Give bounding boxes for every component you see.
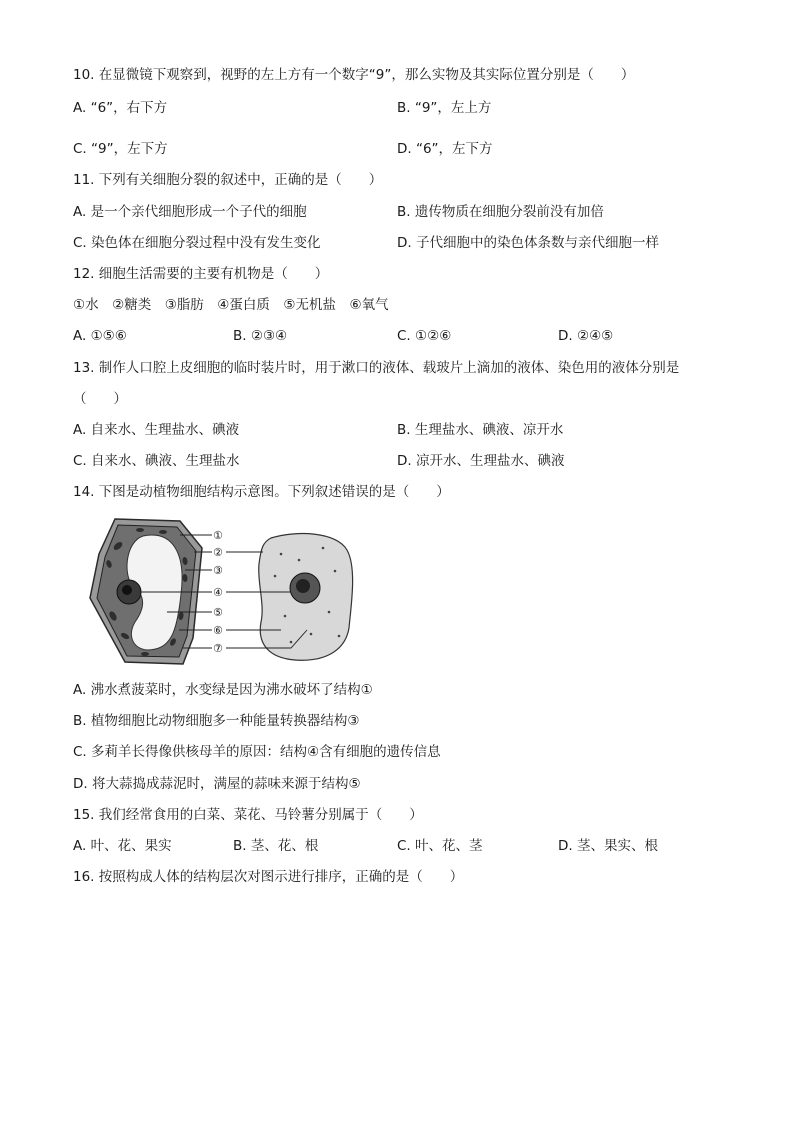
question-11-option-c: C. 染色体在细胞分裂过程中没有发生变化 bbox=[73, 235, 321, 251]
question-12-option-c: C. ①②⑥ bbox=[397, 328, 452, 344]
question-10-option-b: B. “9”，左上方 bbox=[397, 100, 492, 116]
question-14-option-b: B. 植物细胞比动物细胞多一种能量转换器结构③ bbox=[73, 713, 360, 729]
question-11-option-a: A. 是一个亲代细胞形成一个子代的细胞 bbox=[73, 204, 307, 220]
question-10-option-c: C. “9”，左下方 bbox=[73, 141, 168, 157]
cell-structure-diagram bbox=[85, 516, 375, 668]
question-10-option-a: A. “6”，右下方 bbox=[73, 100, 168, 116]
question-13-option-a: A. 自来水、生理盐水、碘液 bbox=[73, 422, 240, 438]
question-10-option-d: D. “6”，左下方 bbox=[397, 141, 493, 157]
question-11-stem: 11. 下列有关细胞分裂的叙述中，正确的是（ ） bbox=[73, 172, 383, 188]
cell-structure-svg bbox=[85, 516, 375, 668]
label-6: ⑥ bbox=[213, 624, 223, 637]
label-3: ③ bbox=[213, 564, 223, 577]
animal-nucleolus bbox=[296, 579, 310, 593]
question-14-option-d: D. 将大蒜捣成蒜泥时，满屋的蒜味来源于结构⑤ bbox=[73, 776, 361, 792]
question-10-stem: 10. 在显微镜下观察到，视野的左上方有一个数字“9”，那么实物及其实际位置分别是（ ） bbox=[73, 67, 635, 83]
question-15-option-c: C. 叶、花、茎 bbox=[397, 838, 483, 854]
question-13-option-d: D. 凉开水、生理盐水、碘液 bbox=[397, 453, 565, 469]
figure-labels bbox=[213, 529, 223, 655]
question-11-option-d: D. 子代细胞中的染色体条数与亲代细胞一样 bbox=[397, 235, 659, 251]
question-11-option-b: B. 遗传物质在细胞分裂前没有加倍 bbox=[397, 204, 604, 220]
question-13-stem-continued: （ ） bbox=[73, 391, 127, 407]
question-12-stem: 12. 细胞生活需要的主要有机物是（ ） bbox=[73, 266, 329, 282]
label-4: ④ bbox=[213, 586, 223, 599]
question-16-stem: 16. 按照构成人体的结构层次对图示进行排序，正确的是（ ） bbox=[73, 869, 464, 885]
question-14-stem: 14. 下图是动植物细胞结构示意图。下列叙述错误的是（ ） bbox=[73, 484, 450, 500]
label-2: ② bbox=[213, 546, 223, 559]
question-15-option-a: A. 叶、花、果实 bbox=[73, 838, 172, 854]
question-15-option-d: D. 茎、果实、根 bbox=[558, 838, 658, 854]
question-12-option-d: D. ②④⑤ bbox=[558, 328, 614, 344]
plant-nucleolus bbox=[122, 585, 132, 595]
question-13-option-b: B. 生理盐水、碘液、凉开水 bbox=[397, 422, 564, 438]
question-12-option-a: A. ①⑤⑥ bbox=[73, 328, 127, 344]
label-1: ① bbox=[213, 529, 223, 542]
label-5: ⑤ bbox=[213, 606, 223, 619]
question-13-stem: 13. 制作人口腔上皮细胞的临时装片时，用于漱口的液体、载玻片上滴加的液体、染色用的液体分别是 bbox=[73, 360, 680, 376]
question-14-option-c: C. 多莉羊长得像供核母羊的原因：结构④含有细胞的遗传信息 bbox=[73, 744, 441, 760]
question-15-option-b: B. 茎、花、根 bbox=[233, 838, 319, 854]
question-12-option-b: B. ②③④ bbox=[233, 328, 288, 344]
question-13-option-c: C. 自来水、碘液、生理盐水 bbox=[73, 453, 240, 469]
question-15-stem: 15. 我们经常食用的白菜、菜花、马铃薯分别属于（ ） bbox=[73, 807, 423, 823]
label-7: ⑦ bbox=[213, 642, 223, 655]
question-14-option-a: A. 沸水煮菠菜时，水变绿是因为沸水破坏了结构① bbox=[73, 682, 373, 698]
question-12-substances: ①水 ②糖类 ③脂肪 ④蛋白质 ⑤无机盐 ⑥氧气 bbox=[73, 297, 389, 313]
